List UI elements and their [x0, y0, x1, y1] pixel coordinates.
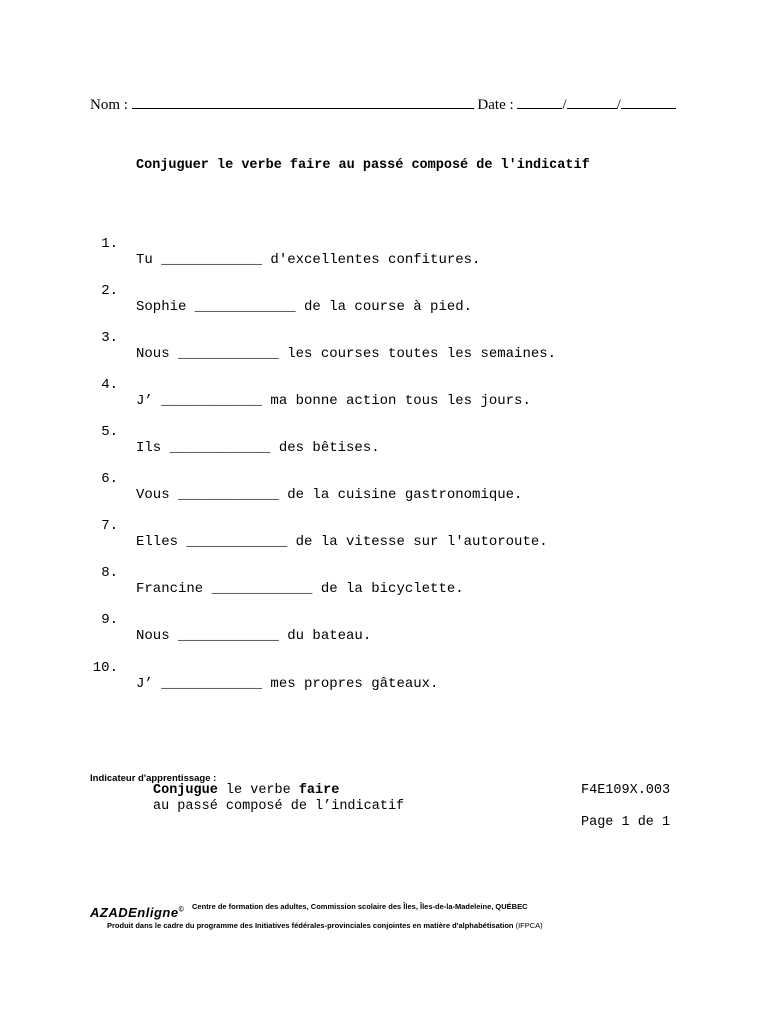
footer-produit-bold: Produit dans le cadre du programme des Initiatives fédérales-provinciales conjointes en matière d'alphabétisation — [107, 921, 514, 930]
page-number: Page 1 de 1 — [581, 815, 671, 830]
footer-centre: Centre de formation des adultes, Commission scolaire des Îles, Îles-de-la-Madeleine, QUÉBEC — [192, 902, 528, 911]
item-sentence: Francine ____________ de la bicyclette. — [136, 581, 464, 597]
item-number: 1. — [101, 236, 118, 252]
item-sentence: Nous ____________ les courses toutes les semaines. — [136, 346, 557, 362]
page-title: Conjuguer le verbe faire au passé composé de l'indicatif — [136, 158, 590, 173]
item-sentence: Nous ____________ du bateau. — [136, 628, 372, 644]
item-number: 5. — [101, 424, 118, 440]
indicator-verb-middle: le verbe — [217, 783, 299, 798]
item-number: 6. — [101, 471, 118, 487]
item-number: 10. — [92, 660, 118, 676]
azadenligne-logo — [90, 905, 184, 920]
item-sentence: Sophie ____________ de la course à pied. — [136, 299, 473, 315]
item-number: 8. — [101, 565, 118, 581]
footer-produit — [107, 921, 543, 930]
item-sentence: Tu ____________ d'excellentes confitures. — [136, 252, 481, 268]
item-number: 2. — [101, 283, 118, 299]
item-number: 3. — [101, 330, 118, 346]
date-separator: / — [562, 97, 567, 113]
nom-blank — [132, 96, 474, 109]
document-code: F4E109X.003 — [581, 783, 671, 798]
item-sentence: Vous ____________ de la cuisine gastronomique. — [136, 487, 523, 503]
item-sentence: J’ ____________ mes propres gâteaux. — [136, 676, 439, 692]
date-label: Date : — [477, 97, 514, 113]
list-item — [0, 644, 770, 708]
indicator-verb: faire — [298, 783, 340, 798]
indicator-label: Indicateur d'apprentissage : — [90, 773, 217, 784]
date-separator: / — [616, 97, 621, 113]
item-number: 7. — [101, 518, 118, 534]
item-number: 4. — [101, 377, 118, 393]
footer-produit-tail: (IFPCA) — [513, 921, 543, 930]
date-year-blank — [621, 96, 676, 109]
item-number: 9. — [101, 612, 118, 628]
logo-text: AZADEnligne — [90, 905, 179, 920]
item-sentence: Ils ____________ des bêtises. — [136, 440, 380, 456]
item-sentence: Elles ____________ de la vitesse sur l'autoroute. — [136, 534, 548, 550]
indicator-line-2: au passé composé de l’indicatif — [153, 799, 405, 814]
item-sentence: J’ ____________ ma bonne action tous les jours. — [136, 393, 531, 409]
date-month-blank — [567, 96, 617, 109]
date-day-blank — [517, 96, 562, 109]
indicator-verb-prefix: Conjugue — [153, 783, 218, 798]
name-date-line — [90, 96, 676, 114]
indicator-line-1 — [153, 783, 339, 798]
copyright-mark: © — [178, 906, 185, 914]
nom-label: Nom : — [90, 97, 128, 113]
